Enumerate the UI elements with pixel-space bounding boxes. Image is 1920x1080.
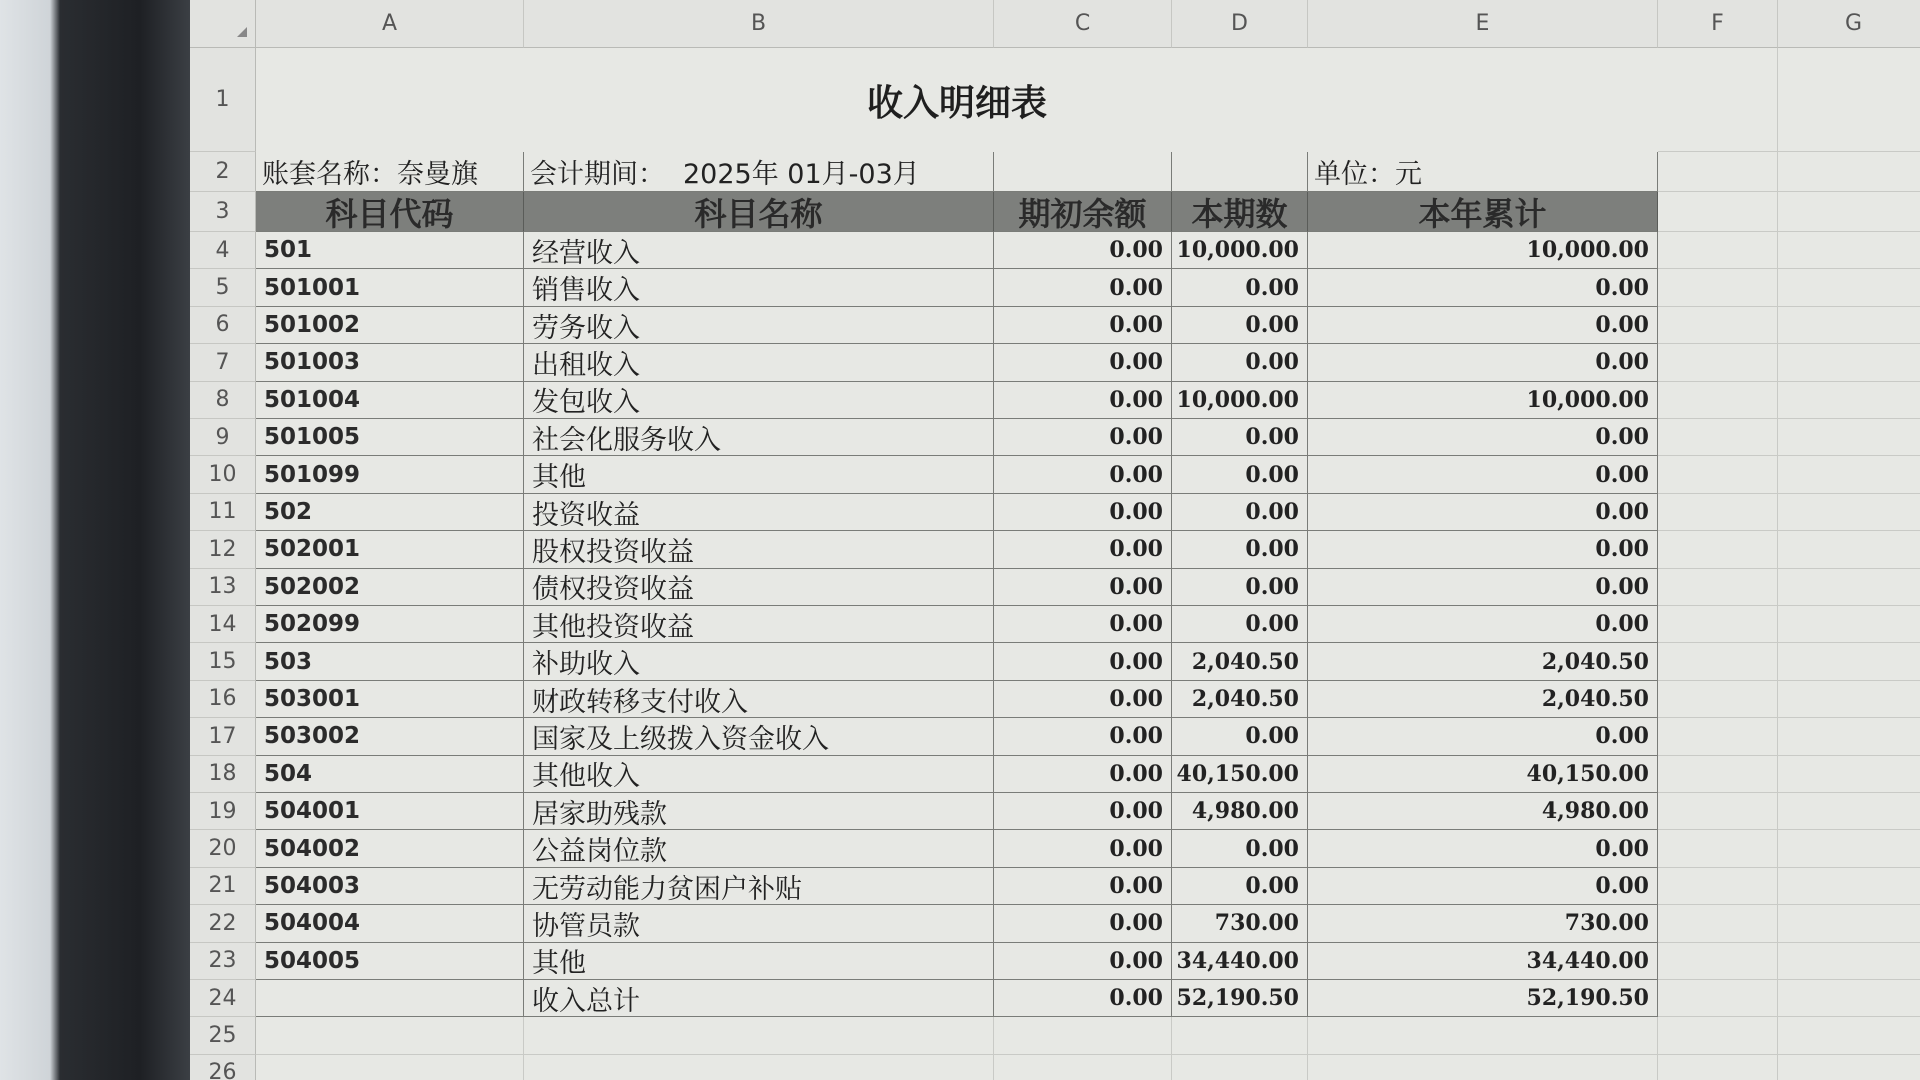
year-to-date-cell[interactable]: 730.00: [1308, 905, 1658, 942]
opening-balance-cell[interactable]: 0.00: [994, 344, 1172, 381]
opening-balance-cell[interactable]: 0.00: [994, 419, 1172, 456]
period-label: 会计期间：: [530, 159, 665, 190]
account-name-cell[interactable]: 协管员款: [524, 905, 994, 942]
select-all-corner[interactable]: [190, 0, 256, 48]
empty-cell[interactable]: [1778, 152, 1920, 192]
year-to-date-cell[interactable]: 0.00: [1308, 606, 1658, 643]
current-period-cell[interactable]: 34,440.00: [1172, 943, 1308, 980]
account-name-cell[interactable]: 其他: [524, 456, 994, 493]
account-code-cell[interactable]: 501005: [256, 419, 524, 456]
empty-cell[interactable]: [1658, 868, 1778, 905]
opening-balance-cell[interactable]: 0.00: [994, 269, 1172, 306]
empty-cell[interactable]: [1658, 192, 1778, 232]
row-header[interactable]: 16: [190, 681, 256, 718]
opening-balance-cell[interactable]: 0.00: [994, 980, 1172, 1017]
current-period-cell[interactable]: 10,000.00: [1172, 382, 1308, 419]
header-year-to-date: 本年累计: [1308, 192, 1658, 232]
row-header[interactable]: 15: [190, 643, 256, 680]
spreadsheet-grid[interactable]: [190, 0, 1920, 1080]
empty-cell[interactable]: [1172, 152, 1308, 192]
year-to-date-cell[interactable]: 40,150.00: [1308, 756, 1658, 793]
empty-cell[interactable]: [1778, 606, 1920, 643]
empty-cell[interactable]: [1658, 344, 1778, 381]
column-header-b[interactable]: B: [524, 0, 994, 48]
account-name-cell[interactable]: 经营收入: [524, 232, 994, 269]
empty-cell[interactable]: [1172, 1017, 1308, 1054]
current-period-cell[interactable]: 0.00: [1172, 269, 1308, 306]
select-all-triangle-icon: [237, 27, 247, 37]
row-header[interactable]: 8: [190, 382, 256, 419]
empty-cell[interactable]: [1778, 232, 1920, 269]
row-header[interactable]: 1: [190, 48, 256, 152]
empty-cell[interactable]: [1658, 48, 1778, 152]
account-name-cell[interactable]: 社会化服务收入: [524, 419, 994, 456]
row-header[interactable]: 7: [190, 344, 256, 381]
current-period-cell[interactable]: 0.00: [1172, 830, 1308, 867]
empty-cell[interactable]: [1778, 569, 1920, 606]
empty-cell[interactable]: [1778, 269, 1920, 306]
empty-cell[interactable]: [1658, 569, 1778, 606]
empty-cell[interactable]: [1658, 718, 1778, 755]
account-code-cell[interactable]: 504002: [256, 830, 524, 867]
current-period-cell[interactable]: 10,000.00: [1172, 232, 1308, 269]
column-header-f[interactable]: F: [1658, 0, 1778, 48]
opening-balance-cell[interactable]: 0.00: [994, 569, 1172, 606]
empty-cell[interactable]: [1778, 344, 1920, 381]
empty-cell[interactable]: [1778, 681, 1920, 718]
account-code-cell[interactable]: 501001: [256, 269, 524, 306]
empty-cell[interactable]: [1658, 905, 1778, 942]
year-to-date-cell[interactable]: 0.00: [1308, 494, 1658, 531]
opening-balance-cell[interactable]: 0.00: [994, 905, 1172, 942]
empty-cell[interactable]: [1778, 868, 1920, 905]
account-name-cell[interactable]: 其他投资收益: [524, 606, 994, 643]
empty-cell[interactable]: [1658, 606, 1778, 643]
account-name-cell[interactable]: 补助收入: [524, 643, 994, 680]
account-name-cell[interactable]: 其他收入: [524, 756, 994, 793]
column-header-d[interactable]: D: [1172, 0, 1308, 48]
row-header[interactable]: 23: [190, 943, 256, 980]
empty-cell[interactable]: [994, 1017, 1172, 1054]
header-current-period: 本期数: [1172, 192, 1308, 232]
accounting-period: [524, 152, 994, 192]
year-to-date-cell[interactable]: 4,980.00: [1308, 793, 1658, 830]
empty-cell[interactable]: [1658, 830, 1778, 867]
account-code-cell[interactable]: 503: [256, 643, 524, 680]
account-name-cell[interactable]: 投资收益: [524, 494, 994, 531]
empty-cell[interactable]: [1778, 419, 1920, 456]
empty-cell[interactable]: [1658, 681, 1778, 718]
account-code-cell[interactable]: 501099: [256, 456, 524, 493]
empty-cell[interactable]: [1658, 232, 1778, 269]
empty-cell[interactable]: [1658, 382, 1778, 419]
empty-cell[interactable]: [1778, 756, 1920, 793]
empty-cell[interactable]: [1778, 830, 1920, 867]
row-header[interactable]: 11: [190, 494, 256, 531]
header-account-name: 科目名称: [524, 192, 994, 232]
current-period-cell[interactable]: 40,150.00: [1172, 756, 1308, 793]
year-to-date-cell[interactable]: 0.00: [1308, 569, 1658, 606]
opening-balance-cell[interactable]: 0.00: [994, 232, 1172, 269]
empty-cell[interactable]: [1658, 307, 1778, 344]
opening-balance-cell[interactable]: 0.00: [994, 307, 1172, 344]
empty-cell[interactable]: [1658, 456, 1778, 493]
empty-cell[interactable]: [1658, 152, 1778, 192]
report-title: 收入明细表: [866, 82, 1047, 124]
current-period-cell[interactable]: 730.00: [1172, 905, 1308, 942]
account-name-cell[interactable]: 居家助残款: [524, 793, 994, 830]
row-header[interactable]: 12: [190, 531, 256, 568]
empty-cell[interactable]: [1658, 419, 1778, 456]
empty-cell[interactable]: [1778, 48, 1920, 152]
account-code-cell[interactable]: 504004: [256, 905, 524, 942]
empty-cell[interactable]: [1778, 718, 1920, 755]
row-header[interactable]: 2: [190, 152, 256, 192]
account-code-cell[interactable]: 504003: [256, 868, 524, 905]
column-header-c[interactable]: C: [994, 0, 1172, 48]
account-code-cell[interactable]: 502002: [256, 569, 524, 606]
account-code-cell[interactable]: 501002: [256, 307, 524, 344]
account-code-cell[interactable]: 503002: [256, 718, 524, 755]
empty-cell[interactable]: [994, 152, 1172, 192]
current-period-cell[interactable]: 52,190.50: [1172, 980, 1308, 1017]
empty-cell[interactable]: [1658, 269, 1778, 306]
year-to-date-cell[interactable]: 0.00: [1308, 419, 1658, 456]
empty-cell[interactable]: [524, 1017, 994, 1054]
row-header[interactable]: 20: [190, 830, 256, 867]
opening-balance-cell[interactable]: 0.00: [994, 830, 1172, 867]
empty-cell[interactable]: [1658, 1055, 1778, 1080]
empty-cell[interactable]: [1172, 1055, 1308, 1080]
account-code-cell[interactable]: 504005: [256, 943, 524, 980]
account-name-cell[interactable]: 收入总计: [524, 980, 994, 1017]
row-header[interactable]: 26: [190, 1055, 256, 1080]
current-period-cell[interactable]: 0.00: [1172, 531, 1308, 568]
empty-cell[interactable]: [256, 1055, 524, 1080]
current-period-cell[interactable]: 0.00: [1172, 606, 1308, 643]
column-header-a[interactable]: A: [256, 0, 524, 48]
year-to-date-cell[interactable]: 0.00: [1308, 531, 1658, 568]
empty-cell[interactable]: [1778, 456, 1920, 493]
account-name-cell[interactable]: 出租收入: [524, 344, 994, 381]
empty-cell[interactable]: [1778, 905, 1920, 942]
current-period-cell[interactable]: 0.00: [1172, 569, 1308, 606]
account-code-cell[interactable]: 504: [256, 756, 524, 793]
empty-cell[interactable]: [1778, 980, 1920, 1017]
empty-cell[interactable]: [1658, 980, 1778, 1017]
account-code-cell[interactable]: 501003: [256, 344, 524, 381]
empty-cell[interactable]: [1658, 1017, 1778, 1054]
row-header[interactable]: 3: [190, 192, 256, 232]
column-header-g[interactable]: G: [1778, 0, 1920, 48]
year-to-date-cell[interactable]: 0.00: [1308, 830, 1658, 867]
empty-cell[interactable]: [1778, 793, 1920, 830]
account-name-cell[interactable]: 股权投资收益: [524, 531, 994, 568]
empty-cell[interactable]: [1778, 494, 1920, 531]
current-period-cell[interactable]: 4,980.00: [1172, 793, 1308, 830]
account-name-cell[interactable]: 其他: [524, 943, 994, 980]
empty-cell[interactable]: [1658, 943, 1778, 980]
opening-balance-cell[interactable]: 0.00: [994, 643, 1172, 680]
column-header-e[interactable]: E: [1308, 0, 1658, 48]
monitor-bezel: [0, 0, 190, 1080]
year-to-date-cell[interactable]: 52,190.50: [1308, 980, 1658, 1017]
empty-cell[interactable]: [1308, 1055, 1658, 1080]
year-to-date-cell[interactable]: 2,040.50: [1308, 643, 1658, 680]
year-to-date-cell[interactable]: 0.00: [1308, 868, 1658, 905]
opening-balance-cell[interactable]: 0.00: [994, 943, 1172, 980]
opening-balance-cell[interactable]: 0.00: [994, 494, 1172, 531]
year-to-date-cell[interactable]: 0.00: [1308, 456, 1658, 493]
empty-cell[interactable]: [1778, 307, 1920, 344]
account-name-cell[interactable]: 公益岗位款: [524, 830, 994, 867]
account-code-cell[interactable]: 502: [256, 494, 524, 531]
account-name-cell[interactable]: 销售收入: [524, 269, 994, 306]
opening-balance-cell[interactable]: 0.00: [994, 531, 1172, 568]
empty-cell[interactable]: [1778, 531, 1920, 568]
row-header[interactable]: 18: [190, 756, 256, 793]
current-period-cell[interactable]: 0.00: [1172, 307, 1308, 344]
account-name-cell[interactable]: 劳务收入: [524, 307, 994, 344]
opening-balance-cell[interactable]: 0.00: [994, 793, 1172, 830]
account-set-label: 账套名称：奈曼旗: [256, 152, 524, 192]
row-header[interactable]: 6: [190, 307, 256, 344]
empty-cell[interactable]: [256, 1017, 524, 1054]
empty-cell[interactable]: [1658, 756, 1778, 793]
row-header[interactable]: 13: [190, 569, 256, 606]
account-code-cell[interactable]: 502001: [256, 531, 524, 568]
opening-balance-cell[interactable]: 0.00: [994, 456, 1172, 493]
opening-balance-cell[interactable]: 0.00: [994, 681, 1172, 718]
account-code-cell[interactable]: 501004: [256, 382, 524, 419]
year-to-date-cell[interactable]: 10,000.00: [1308, 382, 1658, 419]
empty-cell[interactable]: [1778, 943, 1920, 980]
current-period-cell[interactable]: 0.00: [1172, 718, 1308, 755]
opening-balance-cell[interactable]: 0.00: [994, 868, 1172, 905]
opening-balance-cell[interactable]: 0.00: [994, 606, 1172, 643]
current-period-cell[interactable]: 0.00: [1172, 868, 1308, 905]
period-value: 2025年 01月-03月: [683, 159, 920, 190]
row-header[interactable]: 25: [190, 1017, 256, 1054]
row-header[interactable]: 24: [190, 980, 256, 1017]
account-name-cell[interactable]: 国家及上级拨入资金收入: [524, 718, 994, 755]
row-header[interactable]: 21: [190, 868, 256, 905]
empty-cell[interactable]: [1778, 1017, 1920, 1054]
row-header[interactable]: 17: [190, 718, 256, 755]
empty-cell[interactable]: [524, 1055, 994, 1080]
row-header[interactable]: 10: [190, 456, 256, 493]
current-period-cell[interactable]: 0.00: [1172, 344, 1308, 381]
current-period-cell[interactable]: 0.00: [1172, 494, 1308, 531]
empty-cell[interactable]: [1308, 1017, 1658, 1054]
year-to-date-cell[interactable]: 0.00: [1308, 269, 1658, 306]
empty-cell[interactable]: [1658, 643, 1778, 680]
account-code-cell[interactable]: 504001: [256, 793, 524, 830]
year-to-date-cell[interactable]: 0.00: [1308, 307, 1658, 344]
empty-cell[interactable]: [1778, 1055, 1920, 1080]
empty-cell[interactable]: [1778, 382, 1920, 419]
unit-label: 单位：元: [1308, 152, 1658, 192]
account-code-cell[interactable]: 501: [256, 232, 524, 269]
empty-cell[interactable]: [1778, 643, 1920, 680]
year-to-date-cell[interactable]: 0.00: [1308, 718, 1658, 755]
account-name-cell[interactable]: 发包收入: [524, 382, 994, 419]
current-period-cell[interactable]: 2,040.50: [1172, 643, 1308, 680]
row-header[interactable]: 22: [190, 905, 256, 942]
account-code-cell[interactable]: [256, 980, 524, 1017]
row-header[interactable]: 19: [190, 793, 256, 830]
row-header[interactable]: 9: [190, 419, 256, 456]
year-to-date-cell[interactable]: 0.00: [1308, 344, 1658, 381]
empty-cell[interactable]: [1658, 531, 1778, 568]
account-name-cell[interactable]: 财政转移支付收入: [524, 681, 994, 718]
opening-balance-cell[interactable]: 0.00: [994, 382, 1172, 419]
current-period-cell[interactable]: 0.00: [1172, 419, 1308, 456]
empty-cell[interactable]: [1658, 793, 1778, 830]
account-code-cell[interactable]: 503001: [256, 681, 524, 718]
current-period-cell[interactable]: 2,040.50: [1172, 681, 1308, 718]
empty-cell[interactable]: [994, 1055, 1172, 1080]
opening-balance-cell[interactable]: 0.00: [994, 718, 1172, 755]
empty-cell[interactable]: [1778, 192, 1920, 232]
account-name-cell[interactable]: 债权投资收益: [524, 569, 994, 606]
current-period-cell[interactable]: 0.00: [1172, 456, 1308, 493]
year-to-date-cell[interactable]: 34,440.00: [1308, 943, 1658, 980]
account-name-cell[interactable]: 无劳动能力贫困户补贴: [524, 868, 994, 905]
year-to-date-cell[interactable]: 10,000.00: [1308, 232, 1658, 269]
header-account-code: 科目代码: [256, 192, 524, 232]
row-header[interactable]: 14: [190, 606, 256, 643]
row-header[interactable]: 4: [190, 232, 256, 269]
empty-cell[interactable]: [1658, 494, 1778, 531]
opening-balance-cell[interactable]: 0.00: [994, 756, 1172, 793]
header-opening-balance: 期初余额: [994, 192, 1172, 232]
year-to-date-cell[interactable]: 2,040.50: [1308, 681, 1658, 718]
account-code-cell[interactable]: 502099: [256, 606, 524, 643]
row-header[interactable]: 5: [190, 269, 256, 306]
